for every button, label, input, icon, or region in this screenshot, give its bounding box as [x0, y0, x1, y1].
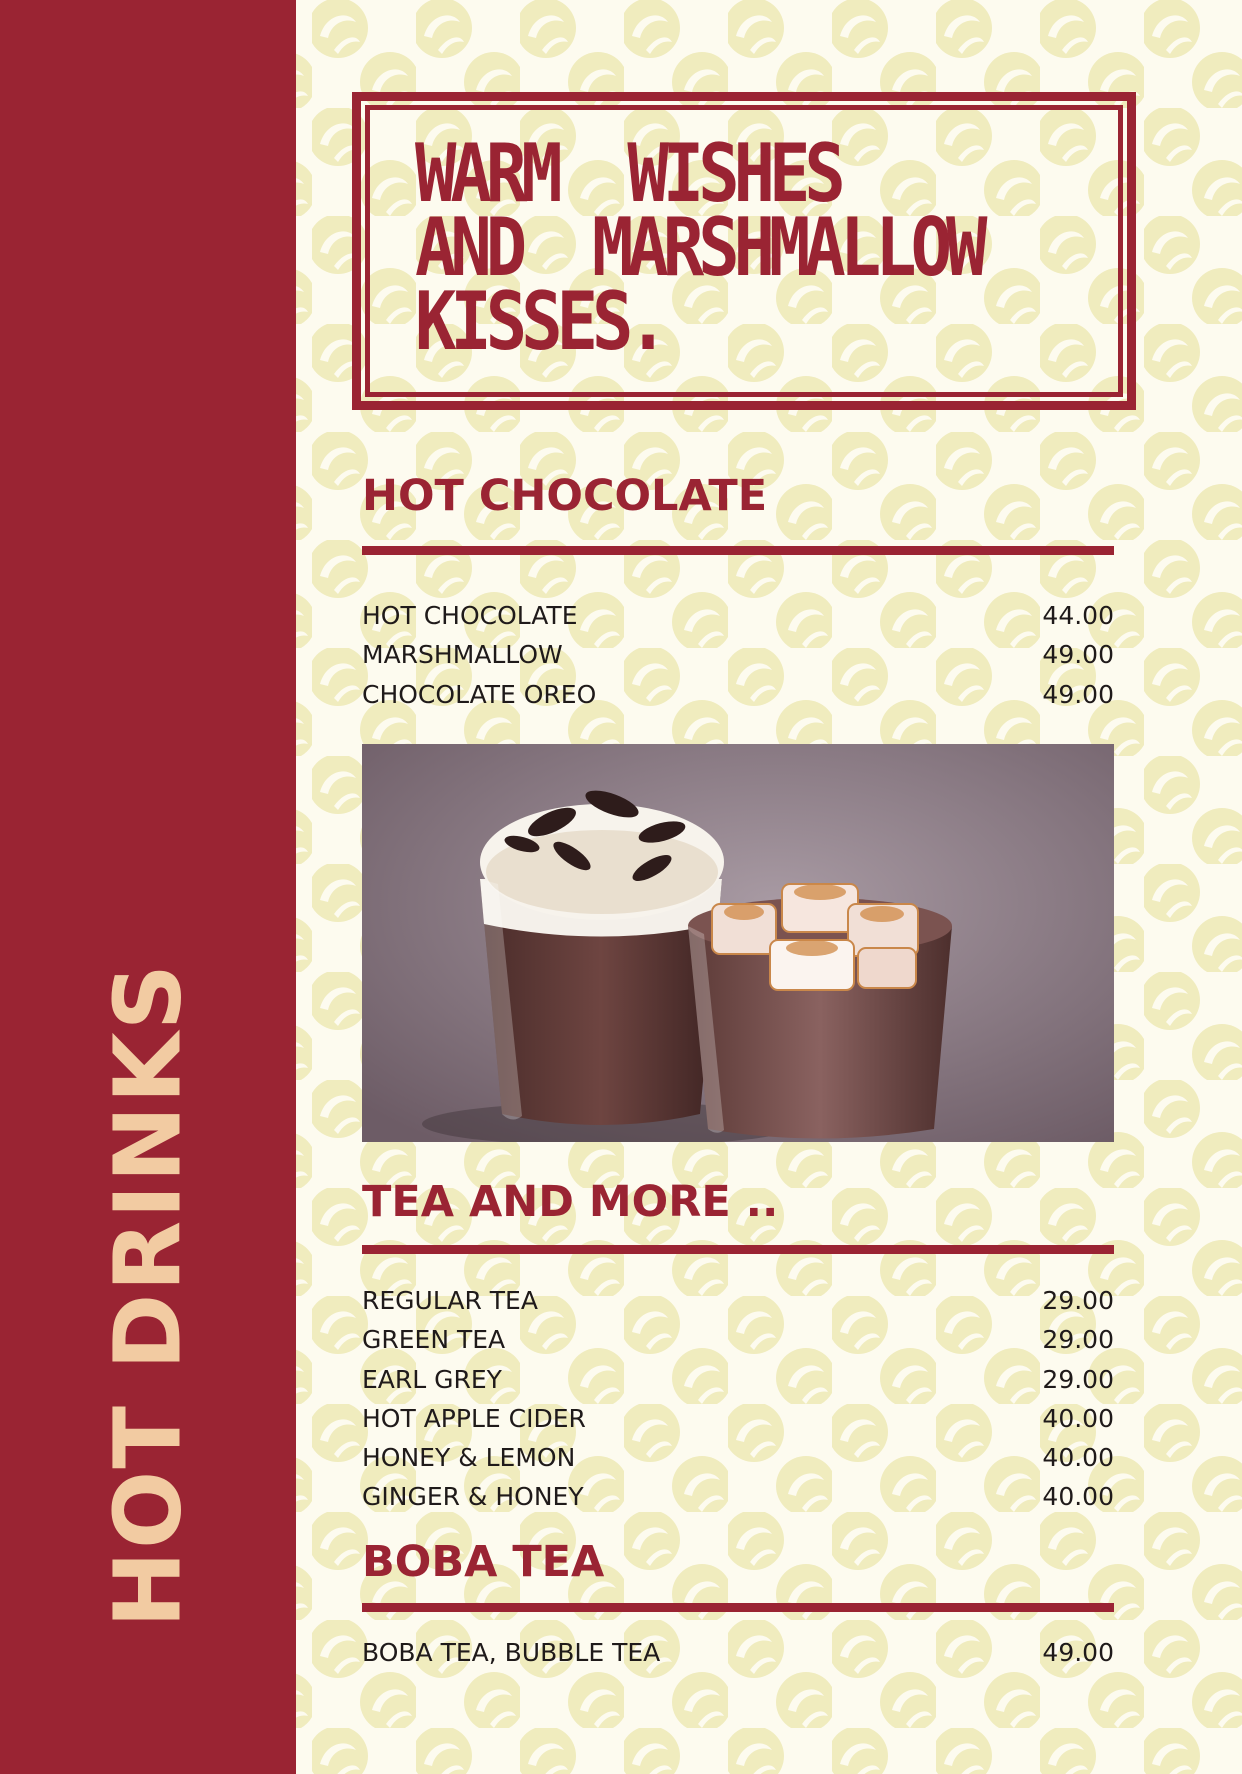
- item-price: 29.00: [1042, 1286, 1114, 1315]
- headline-line: KISSES.: [415, 275, 663, 368]
- menu-list-boba-tea: [362, 1633, 1114, 1672]
- item-price: 40.00: [1042, 1443, 1114, 1473]
- item-name: CHOCOLATE OREO: [362, 679, 597, 709]
- menu-item: [362, 1438, 1114, 1477]
- item-price: 29.00: [1042, 1325, 1114, 1355]
- hot-chocolate-photo: [362, 744, 1114, 1142]
- section-title-hot-chocolate: HOT CHOCOLATE: [362, 471, 768, 521]
- section-rule: [362, 1245, 1114, 1254]
- item-price: 40.00: [1042, 1403, 1114, 1433]
- headline-box: [352, 92, 1136, 410]
- item-price: 49.00: [1042, 640, 1114, 670]
- item-price: 49.00: [1042, 1638, 1114, 1667]
- item-name: MARSHMALLOW: [362, 640, 563, 670]
- item-name: REGULAR TEA: [362, 1286, 538, 1315]
- menu-item: [362, 675, 1114, 714]
- section-rule: [362, 1603, 1114, 1612]
- sidebar: [0, 0, 296, 1774]
- menu-item: [362, 1320, 1114, 1359]
- menu-item: [362, 1360, 1114, 1399]
- menu-item: [362, 596, 1114, 635]
- headline: [415, 127, 982, 368]
- menu-list-tea-and-more: [362, 1281, 1114, 1517]
- item-name: GINGER & HONEY: [362, 1482, 584, 1512]
- item-name: HOT APPLE CIDER: [362, 1403, 586, 1433]
- section-rule: [362, 546, 1114, 555]
- item-price: 44.00: [1042, 601, 1114, 630]
- item-price: 49.00: [1042, 679, 1114, 709]
- menu-item: [362, 1399, 1114, 1438]
- menu-item: [362, 635, 1114, 674]
- menu-item: [362, 1633, 1114, 1672]
- item-name: HONEY & LEMON: [362, 1443, 576, 1473]
- menu-item: [362, 1477, 1114, 1516]
- side-title: HOT DRINKS: [94, 962, 202, 1628]
- menu-list-hot-chocolate: [362, 596, 1114, 714]
- section-title-tea-and-more: TEA AND MORE ..: [362, 1177, 779, 1227]
- headline-line: WARM WISHES: [415, 127, 840, 220]
- item-name: BOBA TEA, BUBBLE TEA: [362, 1638, 661, 1667]
- item-price: 40.00: [1042, 1482, 1114, 1512]
- section-title-boba-tea: BOBA TEA: [362, 1537, 605, 1587]
- menu-item: [362, 1281, 1114, 1320]
- item-price: 29.00: [1042, 1364, 1114, 1394]
- headline-line: AND MARSHMALLOW: [415, 201, 982, 294]
- item-name: GREEN TEA: [362, 1325, 506, 1355]
- item-name: HOT CHOCOLATE: [362, 601, 578, 630]
- item-name: EARL GREY: [362, 1364, 502, 1394]
